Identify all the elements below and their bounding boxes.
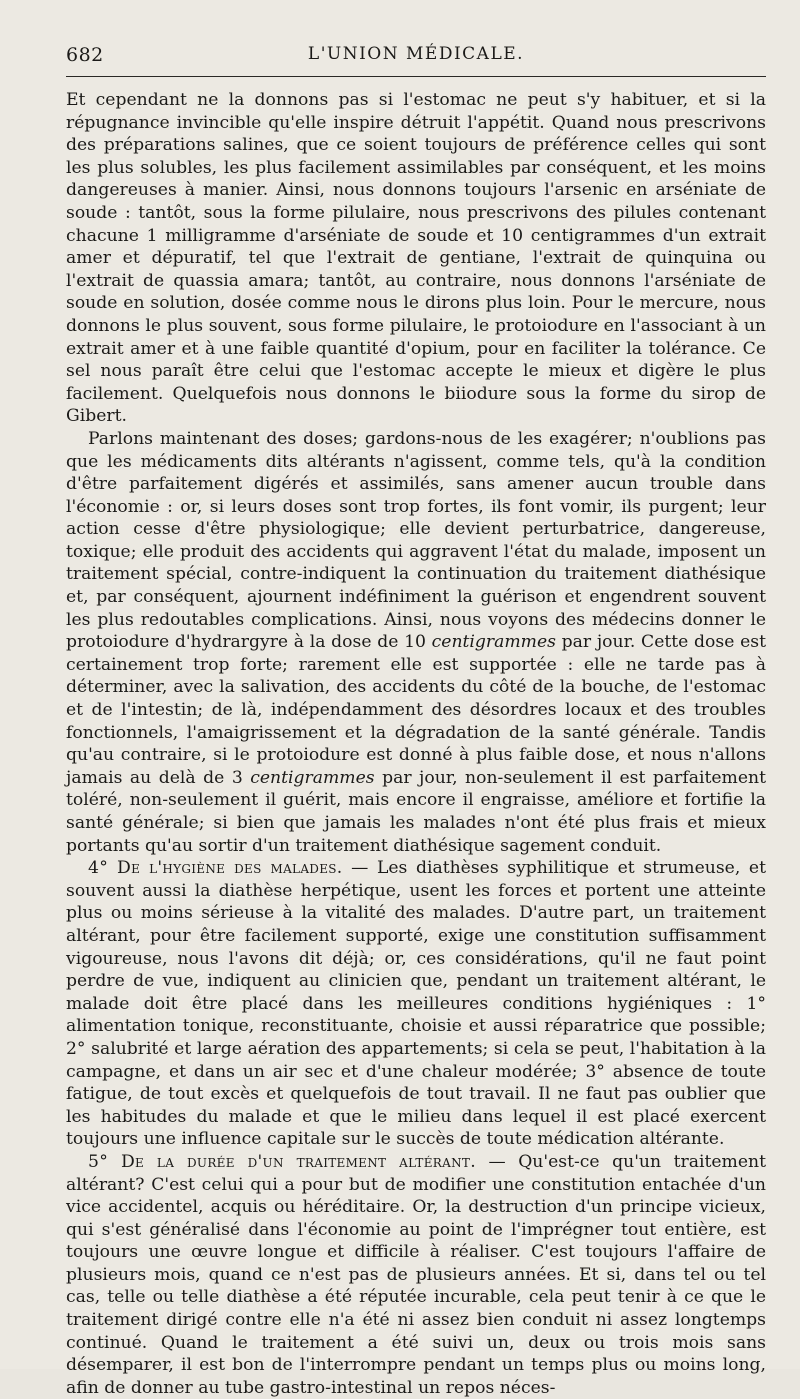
paragraph-arsenic-mercury xyxy=(66,89,766,428)
paragraph-text: Parlons maintenant des doses; gardons-nous de les exagérer; n'oublions pas que les médicaments dits altérants n'agissent, comme tels, qu'à la condition d'être parfaitement digérés et assimilés, sans amener aucun trouble dans l'économie : or, si leurs doses sont trop fortes, ils font vomir, ils purgent; leur action cesse d'être physiologique; elle devient perturbatrice, dangereuse, toxique; elle produit des accidents qui aggravent l'état du malade, imposent un traitement spécial, contre-indiquent la continuation du traitement diathésique et, par conséquent, ajournent indéfiniment la guérison et engendrent souvent les plus redoutables complications. Ainsi, nous voyons des médecins donner le protoiodure d'hydrargyre à la dose de 10 xyxy=(66,428,766,653)
paragraph-duration xyxy=(66,1151,766,1399)
section-heading-hygiene: 4° De l'hygiène des malades. xyxy=(88,858,343,879)
page-header xyxy=(66,38,766,72)
running-title: L'UNION MÉDICALE. xyxy=(307,44,525,64)
paragraph-text: Et cependant ne la donnons pas si l'estomac ne peut s'y habituer, et si la répugnance invincible qu'elle inspire détruit l'appétit. Quand nous prescrivons des préparations salines, que ce soient toujours de préférence celles qui sont les plus solubles, les plus facilement assimilables par conséquent, et les moins dangereuses à manier. Ainsi, nous donnons toujours l'arsenic en arséniate de soude : tantôt, sous la forme pilulaire, nous prescrivons des pilules contenant chacune 1 milligramme d'arséniate de soude et 10 centigrammes d'un extrait amer et dépuratif, tel que l'extrait de gentiane, l'extrait de quinquina ou l'extrait de quassia amara; tantôt, au contraire, nous donnons l'arséniate de soude en solution, dosée comme nous le dirons plus loin. Pour le mercure, nous donnons le plus souvent, sous forme pilulaire, le protoiodure en l'associant à un extrait amer et à une faible quantité d'opium, pour en faciliter la tolérance. Ce sel nous paraît être celui que l'estomac accepte le mieux et digère le plus facilement. Quelquefois nous donnons le biiodure sous la forme du sirop de Gibert. xyxy=(66,90,766,427)
body-text xyxy=(66,89,766,1399)
header-rule xyxy=(66,76,766,77)
paragraph-hygiene xyxy=(66,857,766,1151)
paragraph-doses xyxy=(66,428,766,857)
paragraph-text: par jour. Cette dose est certainement trop forte; rarement elle est supportée : elle ne tarde pas à déterminer, avec la salivation, des accidents du côté de la bouche, de l'estomac et de l'intestin; de là, indépendamment des désordres locaux et des troubles fonctionnels, l'amaigrissement et la dégradation de la santé générale. Tandis qu'au contraire, si le protoiodure est donné à plus faible dose, et nous n'allons jamais au delà de 3 xyxy=(66,632,766,788)
section-heading-duration: 5° De la durée d'un traitement altérant. xyxy=(88,1151,476,1172)
paragraph-text: — Les diathèses syphilitique et strumeuse, et souvent aussi la diathèse herpétique, usent les forces et portent une atteinte plus ou moins sérieuse à la vitalité des malades. D'autre part, un traitement altérant, pour être facilement supporté, exige une constitution suffisamment vigoureuse, nous l'avons dit déjà; or, ces considérations, qu'il ne faut point perdre de vue, indiquent au clinicien que, pendant un traitement altérant, le malade doit être placé dans les meilleures conditions hygiéniques : 1° alimentation tonique, reconstituante, choisie et aussi réparatrice que possible; 2° salubrité et large aération des appartements; si cela se peut, l'habitation à la campagne, et dans un air sec et d'une chaleur modérée; 3° absence de toute fatigue, de tout excès et quelquefois de tout travail. Il ne faut pas oublier que les habitudes du malade et que le milieu dans lequel il est placé exercent toujours une influence capitale sur le succès de toute médication altérante. xyxy=(66,858,766,1150)
page-number: 682 xyxy=(66,44,104,66)
italic-term: centigrammes xyxy=(250,767,375,788)
paragraph-text: par jour, non-seulement il est parfaitement toléré, non-seulement il guérit, mais encore il engraisse, améliore et fortifie la santé générale; si bien que jamais les malades n'ont été plus frais et mieux portants qu'au sortir d'un traitement diathésique sagement conduit. xyxy=(66,767,766,856)
italic-term: centigrammes xyxy=(431,632,556,653)
paragraph-text: — Qu'est-ce qu'un traitement altérant? C'est celui qui a pour but de modifier une constitution entachée d'un vice accidentel, acquis ou héréditaire. Or, la destruction d'un principe vicieux, qui s'est généralisé dans l'économie au point de l'imprégner tout entière, est toujours une œuvre longue et difficile à réaliser. C'est toujours l'affaire de plusieurs mois, quand ce n'est pas de plusieurs années. Et si, dans tel ou tel cas, telle ou telle diathèse a été réputée incurable, cela peut tenir à ce que le traitement dirigé contre elle n'a été ni assez bien conduit ni assez longtemps continué. Quand le traitement a été suivi un, deux ou trois mois sans désemparer, il est bon de l'interrompre pendant un temps plus ou moins long, afin de donner au tube gastro-intestinal un repos néces- xyxy=(66,1151,766,1398)
